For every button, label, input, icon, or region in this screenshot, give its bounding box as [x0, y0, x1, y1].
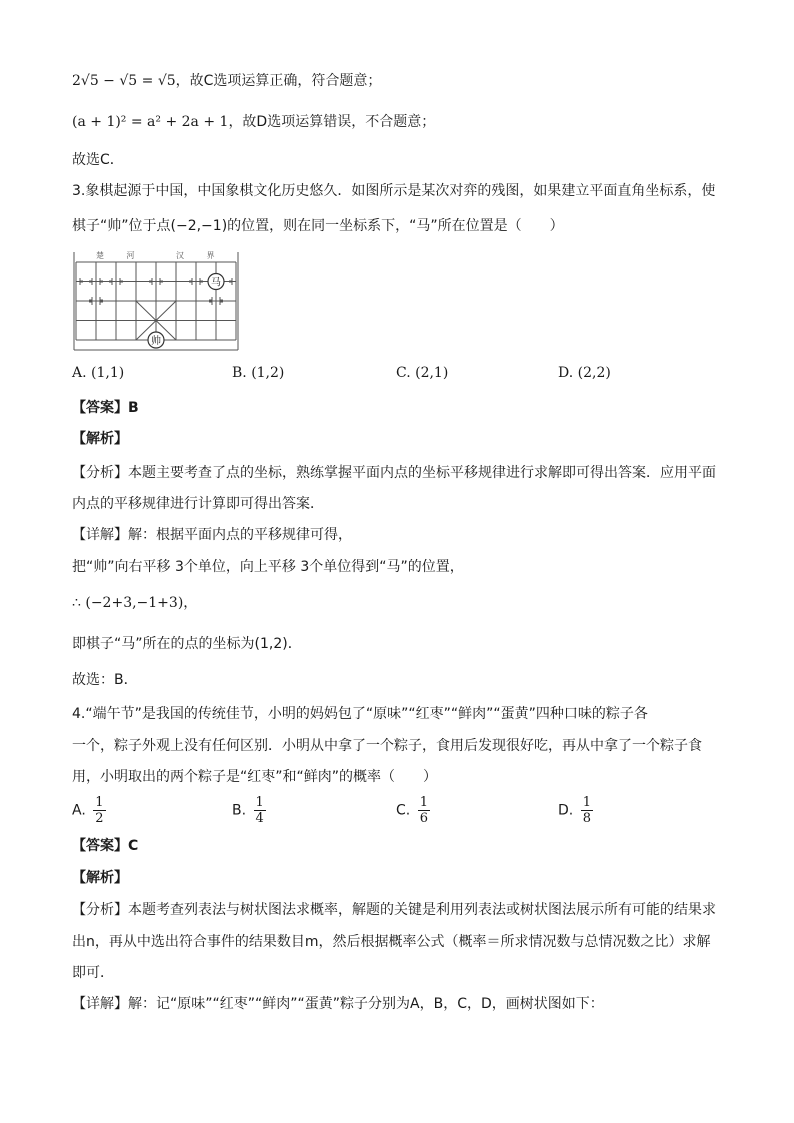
- chess-board-figure: [72, 248, 240, 354]
- option-d: D. (2,2): [558, 365, 611, 381]
- option-label: B.: [232, 802, 247, 819]
- answer-label: 【答案】C: [72, 838, 139, 854]
- detail-text: 把“帅”向右平移 3个单位，向上平移 3个单位得到“马”的位置，: [72, 559, 464, 575]
- river-label-right: 汉 界: [176, 251, 225, 260]
- denominator: 6: [419, 811, 428, 826]
- text-span: ，故D选项运算错误，不合题意；: [228, 114, 436, 130]
- detail-math: ∴ (−2+3,−1+3)，: [72, 595, 198, 611]
- option-label: A.: [72, 802, 86, 819]
- question-4-text: 4.“端午节”是我国的传统佳节，小明的妈妈包了“原味”“红枣”“鲜肉”“蛋黄”四种口味的粽子各: [72, 706, 648, 722]
- numerator: 1: [582, 795, 591, 810]
- analysis-text: 【分析】本题考查列表法与树状图法求概率，解题的关键是利用列表法或树状图法展示所有可能的结果求: [72, 902, 716, 918]
- final-answer: 故选：B．: [72, 672, 138, 688]
- analysis-label: 【解析】: [72, 431, 128, 447]
- question-4-text: 一个，粽子外观上没有任何区别．小明从中拿了一个粽子，食用后发现很好吃，再从中拿了一个粽子食: [72, 738, 702, 754]
- general-piece-label: 帅: [151, 336, 161, 347]
- detail-text: 【详解】解：记“原味”“红枣”“鲜肉”“蛋黄”粽子分别为A，B，C，D，画树状图如下：: [72, 996, 604, 1012]
- question-3-text: 3.象棋起源于中国，中国象棋文化历史悠久．如图所示是某次对弈的残图，如果建立平面直角坐标系，使: [72, 183, 716, 199]
- text-line: [72, 71, 381, 91]
- option-b: B. (1,2): [232, 365, 285, 381]
- fraction: [418, 795, 430, 826]
- horse-piece-label: 马: [211, 277, 221, 289]
- option-label: D.: [558, 802, 574, 819]
- numerator: 1: [419, 795, 428, 810]
- detail-text: 【详解】解：根据平面内点的平移规律可得，: [72, 527, 352, 543]
- analysis-text: 【分析】本题主要考查了点的坐标，熟练掌握平面内点的坐标平移规律进行求解即可得出答案．应用平面: [72, 465, 716, 481]
- text-line: 故选C．: [72, 152, 124, 168]
- numerator: 1: [255, 795, 264, 810]
- numerator: 1: [95, 795, 104, 810]
- option-c: [396, 795, 430, 826]
- fraction: [93, 795, 105, 826]
- answer-label: 【答案】B: [72, 400, 139, 416]
- math-expression: 2√5 − √5 = √5: [72, 73, 176, 89]
- question-3-text: 棋子“帅”位于点(−2,−1)的位置，则在同一坐标系下，“马”所在位置是（ ）: [72, 218, 564, 234]
- text-span: ，故C选项运算正确，符合题意；: [175, 73, 382, 89]
- denominator: 8: [582, 811, 591, 826]
- math-expression: (a + 1)² = a² + 2a + 1: [72, 114, 229, 130]
- option-c: C. (2,1): [396, 365, 449, 381]
- option-b: [232, 795, 266, 826]
- detail-text: 即棋子“马”所在的点的坐标为(1,2)．: [72, 636, 302, 652]
- analysis-label: 【解析】: [72, 870, 128, 886]
- option-label: C.: [396, 802, 411, 819]
- fraction: [581, 795, 593, 826]
- option-a: [72, 795, 106, 826]
- analysis-text: 出n，再从中选出符合事件的结果数目m，然后根据概率公式（概率＝所求情况数与总情况数之比）求解: [72, 934, 711, 950]
- analysis-text: 即可．: [72, 965, 114, 981]
- denominator: 2: [95, 811, 104, 826]
- analysis-text: 内点的平移规律进行计算即可得出答案．: [72, 496, 324, 512]
- option-d: [558, 795, 593, 826]
- denominator: 4: [255, 811, 264, 826]
- option-a: A. (1,1): [72, 365, 125, 381]
- river-label-left: 楚 河: [96, 251, 145, 260]
- fraction: [254, 795, 266, 826]
- text-line: [72, 112, 435, 132]
- question-4-text: 用，小明取出的两个粽子是“红枣”和“鲜肉”的概率（ ）: [72, 769, 438, 785]
